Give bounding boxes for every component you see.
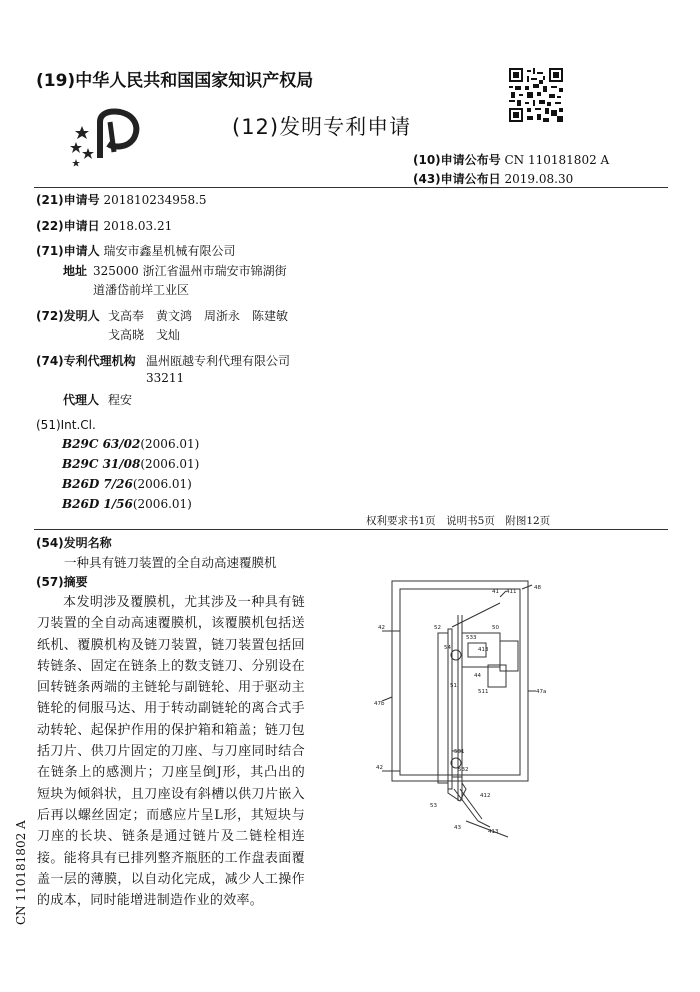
svg-text:48: 48 — [534, 585, 541, 591]
svg-text:47a: 47a — [536, 689, 547, 695]
intcl-code: B26D 1/56 — [62, 497, 133, 511]
intcl-code: B29C 63/02 — [62, 437, 141, 451]
intcl-entry — [62, 437, 199, 451]
intcl-entry — [62, 457, 199, 471]
svg-text:532: 532 — [458, 767, 469, 773]
address-label: 地址 — [63, 264, 88, 278]
intcl-version: (2006.01) — [132, 477, 192, 491]
svg-text:50: 50 — [492, 625, 499, 631]
svg-text:51: 51 — [450, 683, 457, 689]
agency-value: 温州瓯越专利代理有限公司 — [146, 354, 291, 368]
invention-title: 一种具有链刀装置的全自动高速覆膜机 — [64, 555, 277, 570]
qr-code-icon — [509, 68, 563, 122]
abstract-label: (57)摘要 — [36, 575, 88, 589]
intcl-version: (2006.01) — [132, 497, 192, 511]
pub-date-label: (43)申请公布日 — [413, 172, 501, 186]
intcl-code: B29C 31/08 — [62, 457, 141, 471]
office-header: (19)中华人民共和国国家知识产权局 — [36, 71, 314, 91]
svg-text:43: 43 — [454, 825, 461, 831]
intcl-version: (2006.01) — [140, 437, 200, 451]
document-type-title: (12)发明专利申请 — [232, 115, 412, 139]
intcl-entry — [62, 497, 192, 511]
agency-code: 33211 — [146, 371, 185, 385]
page-counts: 权利要求书1页 说明书5页 附图12页 — [366, 515, 551, 527]
app-date-value: 2018.03.21 — [103, 219, 173, 233]
svg-text:42: 42 — [376, 765, 383, 771]
agent-label: 代理人 — [63, 393, 100, 407]
pub-no-value: CN 110181802 A — [504, 153, 610, 167]
agent-value: 程安 — [108, 393, 133, 407]
address-line2: 道潘岱前垟工业区 — [93, 283, 190, 297]
intcl-version: (2006.01) — [140, 457, 200, 471]
svg-text:511: 511 — [478, 689, 489, 695]
technical-drawing — [368, 575, 568, 840]
divider-top — [34, 187, 668, 188]
svg-text:53: 53 — [430, 803, 437, 809]
inventors-line1: 戈高奉 黄文鸿 周浙永 陈建敏 — [108, 309, 289, 323]
svg-text:533: 533 — [466, 635, 477, 641]
svg-text:54: 54 — [444, 645, 451, 651]
side-publication-number: CN 110181802 A — [14, 820, 28, 925]
svg-text:412: 412 — [480, 793, 491, 799]
inventors-label: (72)发明人 — [36, 309, 100, 323]
svg-text:531: 531 — [454, 749, 465, 755]
svg-text:41: 41 — [492, 589, 499, 595]
applicant-label: (71)申请人 — [36, 244, 100, 258]
app-date-label: (22)申请日 — [36, 219, 100, 233]
intcl-label: (51)Int.Cl. — [36, 418, 96, 432]
svg-text:413: 413 — [488, 829, 499, 835]
svg-text:413: 413 — [478, 647, 489, 653]
address-line1: 325000 浙江省温州市瑞安市锦湖街 — [93, 264, 287, 278]
svg-text:52: 52 — [434, 625, 441, 631]
app-no-value: 201810234958.5 — [103, 193, 207, 207]
svg-text:44: 44 — [474, 673, 481, 679]
svg-text:47b: 47b — [374, 701, 385, 707]
svg-text:411: 411 — [506, 589, 517, 595]
abstract-text: 本发明涉及覆膜机，尤其涉及一种具有链刀装置的全自动高速覆膜机，该覆膜机包括送纸机、覆膜机构及链刀装置，链刀装置包括回转链条、固定在链条上的数支链刀、分别设在回转链条两端的主链轮与副链轮、用于驱动主链轮的伺服马达、用于转动副链轮的离合式手动转轮、起保护作用的保护箱和箱盖；链刀包括刀片、供刀片固定的刀座、与刀座同时结合在链条上的感测片；刀座呈倒J形，其凸出的短块为倾斜状，且刀座设有斜槽以供刀片嵌入后再以螺丝固定；而感应片呈L形，其短块与刀座的长块、链条是通过链片及二链栓相连接。能将具有已排列整齐瓶胚的工作盘表面覆盖一层的薄膜，以自动化完成，减少人工操作的成本，同时能增进制造作业的效率。 — [37, 595, 305, 909]
applicant-value: 瑞安市鑫星机械有限公司 — [103, 244, 236, 258]
pub-date-value: 2019.08.30 — [504, 172, 574, 186]
svg-text:42: 42 — [378, 625, 385, 631]
divider-middle — [34, 529, 668, 530]
intcl-code: B26D 7/26 — [62, 477, 133, 491]
agency-label: (74)专利代理机构 — [36, 354, 136, 368]
app-no-label: (21)申请号 — [36, 193, 100, 207]
intcl-entry — [62, 477, 192, 491]
inventors-line2: 戈高晓 戈灿 — [108, 328, 181, 342]
pub-no-label: (10)申请公布号 — [413, 153, 501, 167]
cnipa-logo-icon — [70, 108, 144, 168]
title-label: (54)发明名称 — [36, 536, 112, 550]
